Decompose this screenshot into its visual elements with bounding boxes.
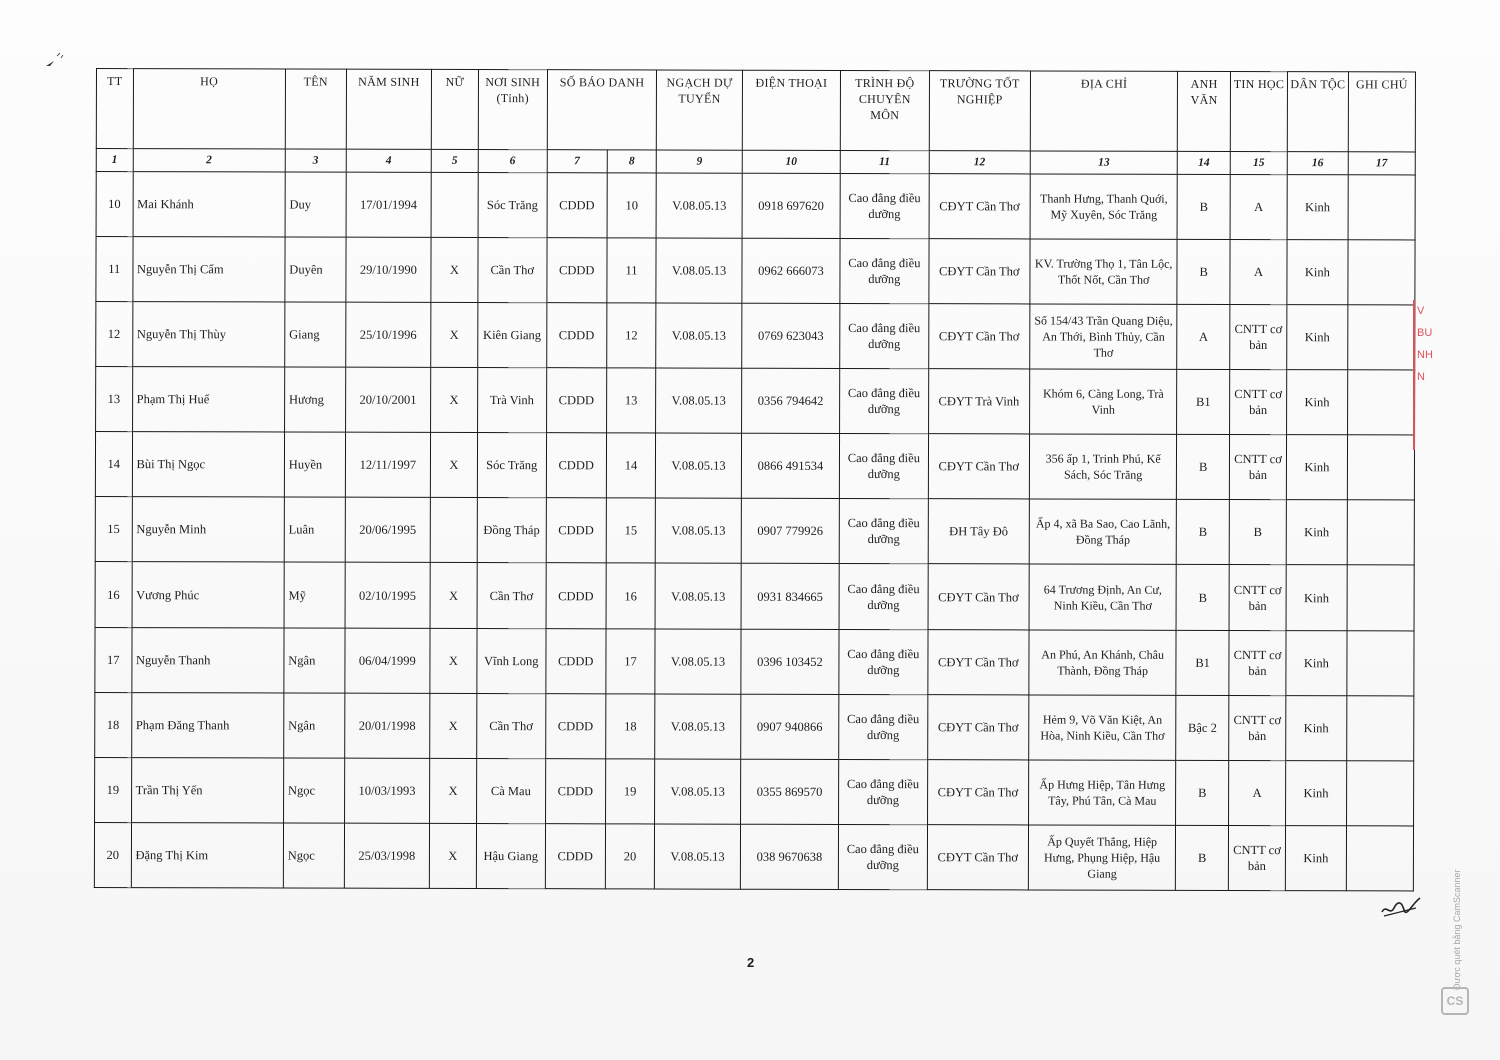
table-row [95,692,1414,761]
cell-noi-sinh: Cần Thơ [476,693,545,758]
table-row [95,432,1414,501]
cell-anh-van: B [1177,500,1230,565]
cell-ghi-chu [1347,500,1414,565]
cell-sbd-code: CDDD [547,238,607,303]
cell-nam-sinh: 02/10/1995 [345,563,430,628]
cell-trinh-do: Cao đẳng điều dưỡng [840,239,928,304]
cell-nu: X [430,563,477,628]
cell-ghi-chu [1347,695,1414,760]
cell-truong: CĐYT Cần Thơ [927,629,1029,694]
cell-sbd-number: 20 [605,824,655,889]
cell-tin-hoc: CNTT cơ bản [1229,565,1286,630]
cell-sbd-number: 10 [607,173,657,238]
column-number: 12 [929,151,1031,174]
cell-nu: X [430,758,477,823]
cell-noi-sinh: Đồng Tháp [477,498,546,563]
cell-ngach: V.08.05.13 [656,238,741,303]
cell-truong: CĐYT Cần Thơ [929,174,1031,239]
cell-dien-thoai: 0866 491534 [741,434,840,499]
cell-dien-thoai: 0355 869570 [740,759,839,824]
cell-dan-toc: Kinh [1287,175,1348,240]
cell-ngach: V.08.05.13 [655,694,740,759]
cell-ten: Giang [285,302,346,367]
cell-tin-hoc: CNTT cơ bản [1229,630,1286,695]
cell-noi-sinh: Cần Thơ [477,563,546,628]
cell-truong: CĐYT Cần Thơ [928,304,1030,369]
scan-mark-icon [44,50,66,70]
red-stamp-fragment [1413,300,1447,450]
cell-ho: Nguyễn Minh [132,497,284,562]
cell-ho: Bùi Thị Ngọc [132,432,284,497]
column-number: 3 [285,149,346,172]
cell-ngach: V.08.05.13 [657,173,742,238]
cell-tin-hoc: A [1229,760,1286,825]
cell-nam-sinh: 29/10/1990 [346,237,431,302]
cell-anh-van: B [1177,239,1230,304]
cell-sbd-number: 19 [605,759,655,824]
cell-ho: Phạm Đăng Thanh [131,692,283,757]
cell-noi-sinh: Sóc Trăng [477,433,546,498]
cell-dan-toc: Kinh [1286,695,1347,760]
cell-tt: 12 [96,302,133,367]
cell-anh-van: A [1177,304,1230,369]
stamp-text: NH [1417,349,1433,361]
cell-ghi-chu [1346,826,1413,891]
cell-tt: 16 [95,562,132,627]
column-number: 6 [478,150,547,173]
cell-dia-chi: Khóm 6, Càng Long, Trà Vinh [1030,369,1177,434]
cell-truong: ĐH Tây Đô [928,499,1030,564]
table-row [96,237,1415,306]
cell-sbd-code: CDDD [546,498,606,563]
cell-sbd-code: CDDD [546,303,606,368]
cell-anh-van: B [1176,825,1229,890]
cell-dien-thoai: 0907 779926 [741,499,840,564]
table-row [96,367,1415,436]
cell-dan-toc: Kinh [1285,825,1346,890]
header-ghi-chu: GHI CHÚ [1348,72,1415,152]
cell-dia-chi: Ấp 4, xã Ba Sao, Cao Lãnh, Đồng Tháp [1029,499,1176,564]
header-noi-sinh: NƠI SINH (Tỉnh) [478,70,547,150]
cell-sbd-number: 16 [606,563,656,628]
stamp-text: N [1417,371,1425,383]
cell-trinh-do: Cao đẳng điều dưỡng [840,369,928,434]
cell-ngach: V.08.05.13 [655,629,740,694]
cell-nam-sinh: 25/10/1996 [345,302,430,367]
cell-ghi-chu [1348,175,1415,240]
cell-noi-sinh: Cà Mau [476,758,545,823]
cell-dien-thoai: 0396 103452 [741,629,840,694]
header-dia-chi: ĐỊA CHỈ [1030,71,1177,151]
signature-icon [1378,890,1424,920]
cell-sbd-code: CDDD [546,563,606,628]
cell-tt: 19 [95,757,132,822]
cell-dan-toc: Kinh [1286,370,1347,435]
cell-ten: Duyên [285,237,346,302]
cell-ghi-chu [1348,305,1415,370]
header-ho: HỌ [133,69,286,149]
column-number: 8 [607,150,657,173]
cell-noi-sinh: Trà Vinh [477,368,546,433]
cell-dia-chi: Thanh Hưng, Thanh Quới, Mỹ Xuyên, Sóc Trăng [1030,174,1177,239]
column-number: 9 [657,150,742,173]
cell-ho: Nguyễn Thị Cẩm [132,237,284,302]
cell-anh-van: B [1177,435,1230,500]
cell-dien-thoai: 0907 940866 [740,694,839,759]
cell-noi-sinh: Cần Thơ [478,238,547,303]
cell-tt: 10 [96,172,133,237]
cell-nu: X [430,433,477,498]
cell-nam-sinh: 20/06/1995 [345,498,430,563]
cell-dien-thoai: 0918 697620 [742,173,841,238]
header-ten: TÊN [285,69,346,149]
header-nam-sinh: NĂM SINH [346,69,431,149]
cell-ten: Hương [284,367,345,432]
column-number: 15 [1230,151,1287,174]
cell-trinh-do: Cao đẳng điều dưỡng [839,564,927,629]
cell-anh-van: B [1177,174,1230,239]
cell-ten: Mỹ [284,562,345,627]
cell-dan-toc: Kinh [1286,565,1347,630]
cell-dan-toc: Kinh [1286,630,1347,695]
page-number: 2 [747,955,755,970]
cell-ngach: V.08.05.13 [655,759,740,824]
cell-ho: Đặng Thị Kim [131,822,283,888]
column-number: 14 [1178,151,1231,174]
cell-noi-sinh: Sóc Trăng [478,173,547,238]
cell-nam-sinh: 17/01/1994 [346,172,431,237]
header-tin-hoc: TIN HỌC [1230,71,1287,151]
cell-sbd-code: CDDD [545,693,605,758]
cell-ghi-chu [1347,435,1414,500]
cell-ten: Ngân [284,628,345,693]
cell-nam-sinh: 10/03/1993 [344,758,429,823]
column-number-row [96,149,1415,175]
cell-sbd-code: CDDD [546,433,606,498]
cell-ghi-chu [1347,370,1414,435]
column-number: 13 [1030,151,1177,174]
cell-sbd-number: 18 [605,693,655,758]
column-number: 7 [547,150,607,173]
table-row [95,497,1414,566]
cell-tt: 18 [95,692,132,757]
cell-sbd-number: 15 [606,498,656,563]
cell-anh-van: B1 [1176,630,1229,695]
cell-sbd-number: 12 [606,303,656,368]
cell-dien-thoai: 038 9670638 [740,824,839,889]
cell-ghi-chu [1347,630,1414,695]
roster-body [94,172,1415,891]
cell-dia-chi: 356 ấp 1, Trinh Phú, Kế Sách, Sóc Trăng [1029,434,1176,499]
cell-sbd-number: 14 [606,433,656,498]
cell-tt: 15 [95,497,132,562]
cell-truong: CĐYT Cần Thơ [928,564,1030,629]
cell-truong: CĐYT Cần Thơ [927,759,1029,824]
cell-trinh-do: Cao đẳng điều dưỡng [840,434,928,499]
cell-sbd-number: 13 [606,368,656,433]
cell-nam-sinh: 25/03/1998 [344,823,429,888]
table-row [95,757,1414,826]
cell-truong: CĐYT Trà Vinh [928,369,1030,434]
cell-noi-sinh: Kiên Giang [477,303,546,368]
cell-ho: Vương Phúc [132,562,284,627]
cell-ngach: V.08.05.13 [656,433,741,498]
cell-anh-van: B1 [1177,370,1230,435]
column-number: 5 [431,149,478,172]
cell-nam-sinh: 20/10/2001 [345,367,430,432]
header-trinh-do: TRÌNH ĐỘ CHUYÊN MÔN [841,70,930,150]
cell-dan-toc: Kinh [1286,500,1347,565]
camscanner-watermark: Được quét bằng CamScanner [1452,869,1462,990]
column-number: 16 [1287,152,1348,175]
column-number: 1 [96,149,133,172]
header-tt: TT [96,69,133,149]
cell-tin-hoc: A [1230,240,1287,305]
cell-ho: Mai Khánh [133,172,285,237]
cell-ten: Luân [284,497,345,562]
cell-ngach: V.08.05.13 [656,368,741,433]
cell-anh-van: Bậc 2 [1176,695,1229,760]
cell-tt: 13 [96,367,133,432]
table-row [95,562,1414,631]
cell-tin-hoc: CNTT cơ bản [1230,370,1287,435]
cell-dia-chi: Số 154/43 Trần Quang Diệu, An Thới, Bình Thủy, Cần Thơ [1030,304,1177,369]
cell-sbd-number: 11 [607,238,657,303]
camscanner-logo-icon: CS [1441,987,1469,1015]
table-row [96,302,1415,371]
cell-nu: X [431,237,478,302]
cell-ngach: V.08.05.13 [656,498,741,563]
cell-tin-hoc: CNTT cơ bản [1228,825,1285,890]
cell-dia-chi: 64 Trương Định, An Cư, Ninh Kiều, Cần Thơ [1029,564,1176,629]
cell-nu: X [431,368,478,433]
cell-tin-hoc: CNTT cơ bản [1229,435,1286,500]
header-dan-toc: DÂN TỘC [1287,72,1348,152]
cell-nam-sinh: 12/11/1997 [345,432,430,497]
cell-nu: X [431,303,478,368]
cell-sbd-code: CDDD [546,368,606,433]
cell-truong: CĐYT Cần Thơ [927,824,1029,889]
table-row [95,627,1414,696]
cell-truong: CĐYT Cần Thơ [928,239,1030,304]
cell-dia-chi: Ấp Hưng Hiệp, Tân Hưng Tây, Phú Tân, Cà Mau [1029,760,1176,825]
cell-sbd-code: CDDD [546,628,606,693]
cell-dan-toc: Kinh [1286,435,1347,500]
cell-ho: Nguyễn Thanh [131,627,283,692]
header-ngach-du-tuyen: NGẠCH DỰ TUYỂN [657,70,742,150]
candidate-roster-table [94,68,1416,891]
cell-trinh-do: Cao đẳng điều dưỡng [840,173,928,238]
cell-dia-chi: Hẻm 9, Võ Văn Kiệt, An Hòa, Ninh Kiều, Cần Thơ [1029,695,1176,760]
cell-ngach: V.08.05.13 [656,303,741,368]
cell-ten: Ngọc [283,758,344,823]
cell-sbd-code: CDDD [547,173,607,238]
cell-tin-hoc: CNTT cơ bản [1229,695,1286,760]
column-number: 10 [742,150,841,173]
cell-dien-thoai: 0962 666073 [742,238,841,303]
column-number: 17 [1348,152,1415,175]
cell-dien-thoai: 0356 794642 [741,368,840,433]
cell-tt: 14 [95,432,132,497]
stamp-text: BU [1417,327,1433,339]
cell-trinh-do: Cao đẳng điều dưỡng [839,694,927,759]
cell-dien-thoai: 0931 834665 [741,564,840,629]
cell-trinh-do: Cao đẳng điều dưỡng [839,824,927,889]
cell-ghi-chu [1348,240,1415,305]
cell-dan-toc: Kinh [1285,760,1346,825]
column-number: 11 [840,150,928,173]
cell-ngach: V.08.05.13 [655,563,740,628]
cell-nu [430,498,477,563]
cell-ho: Phạm Thị Huế [132,367,284,432]
cell-dia-chi: Ấp Quyết Thắng, Hiệp Hưng, Phụng Hiệp, Hậu Giang [1028,825,1175,891]
cell-nu [431,172,478,237]
cell-tt: 20 [94,822,131,887]
cell-ghi-chu [1346,760,1413,825]
cell-nam-sinh: 06/04/1999 [345,628,430,693]
cell-dien-thoai: 0769 623043 [741,303,840,368]
cell-ten: Ngọc [283,823,344,888]
cell-ngach: V.08.05.13 [655,824,740,889]
cell-ghi-chu [1347,565,1414,630]
cell-truong: CĐYT Cần Thơ [928,434,1030,499]
cell-sbd-code: CDDD [545,823,605,888]
cell-sbd-code: CDDD [545,758,605,823]
cell-truong: CĐYT Cần Thơ [927,694,1029,759]
cell-ten: Huyền [284,432,345,497]
cell-dan-toc: Kinh [1287,240,1348,305]
cell-dia-chi: An Phú, An Khánh, Châu Thành, Đồng Tháp [1029,629,1176,694]
cell-tt: 11 [96,237,133,302]
cell-anh-van: B [1176,760,1229,825]
header-row [96,69,1415,152]
cell-tt: 17 [95,627,132,692]
cell-trinh-do: Cao đẳng điều dưỡng [839,629,927,694]
cell-tin-hoc: CNTT cơ bản [1230,305,1287,370]
stamp-text: V [1417,305,1425,317]
header-anh-van: ANH VĂN [1178,71,1231,151]
header-so-bao-danh: SỐ BÁO DANH [547,70,657,150]
cell-tin-hoc: A [1230,174,1287,239]
table-row [96,172,1415,241]
cell-ho: Trần Thị Yến [131,757,283,822]
cell-ten: Duy [285,172,346,237]
cell-nu: X [429,823,476,888]
cell-ho: Nguyễn Thị Thùy [132,302,284,367]
header-truong: TRƯỜNG TỐT NGHIỆP [929,71,1031,151]
cell-nu: X [430,693,477,758]
cell-dia-chi: KV. Trường Thọ 1, Tân Lộc, Thốt Nốt, Cần Thơ [1030,239,1177,304]
cell-nu: X [430,628,477,693]
column-number: 4 [346,149,431,172]
cell-tin-hoc: B [1229,500,1286,565]
cell-ten: Ngân [284,693,345,758]
cell-anh-van: B [1176,565,1229,630]
table-row [94,822,1413,891]
cell-dan-toc: Kinh [1287,305,1348,370]
cell-sbd-number: 17 [606,628,656,693]
cell-noi-sinh: Hậu Giang [476,823,545,888]
cell-nam-sinh: 20/01/1998 [344,693,429,758]
cell-trinh-do: Cao đẳng điều dưỡng [840,304,928,369]
cell-trinh-do: Cao đẳng điều dưỡng [839,499,927,564]
cell-trinh-do: Cao đẳng điều dưỡng [839,759,927,824]
column-number: 2 [133,149,285,172]
cell-noi-sinh: Vĩnh Long [477,628,546,693]
header-nu: NỮ [431,69,478,149]
header-dien-thoai: ĐIỆN THOẠI [742,70,841,150]
